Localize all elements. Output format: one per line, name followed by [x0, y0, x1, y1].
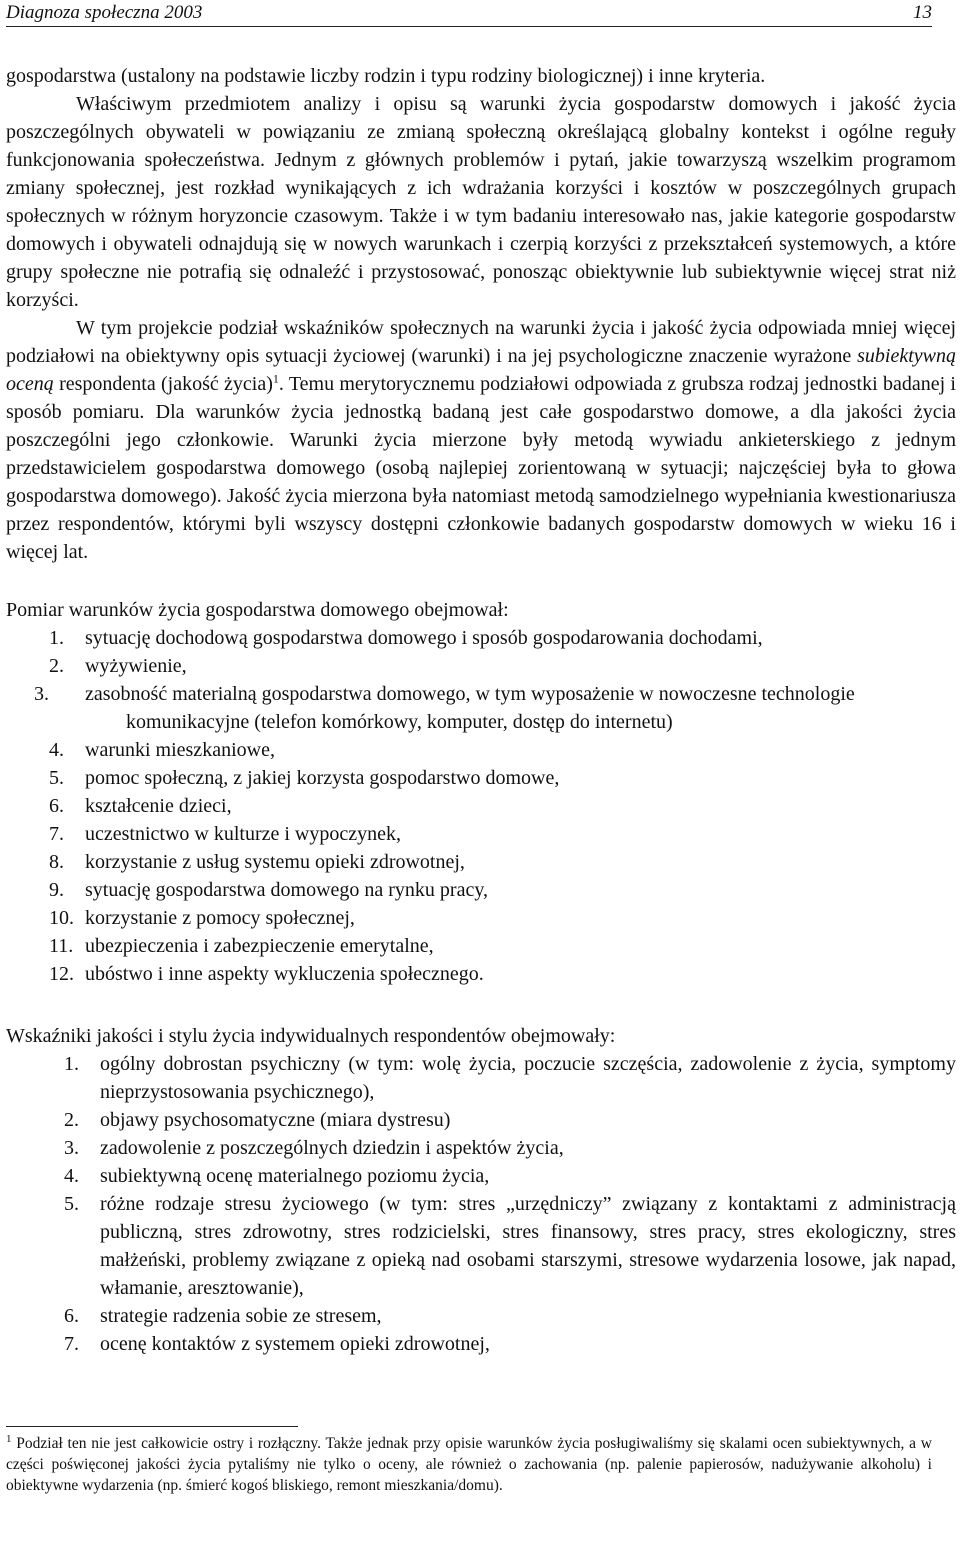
list-item: 3. zasobność materialną gospodarstwa domowego, w tym wyposażenie w nowoczesne technologie komunikacyjne (telefon komórkowy, komputer, dostęp do internetu) [34, 683, 855, 733]
list1-heading: Pomiar warunków życia gospodarstwa domowego obejmował: [6, 599, 509, 621]
italic-phrase: subiektywną oceną [6, 345, 956, 395]
list-item: 8. korzystanie z usług systemu opieki zdrowotnej, [49, 851, 465, 873]
document-body [6, 62, 956, 1358]
spacer [6, 566, 956, 596]
paragraph-indicators-text-3: . Temu merytorycznemu podziałowi odpowiada z grubsza rodzaj jednostki badanej i sposób pomiaru. Dla warunków życia jednostką badaną jest całe gospodarstwo domowe, a dla jakości życia poszczególni jego członkowie. Warunki życia mierzone były metodą wywiadu ankieterskiego z jednym przedstawicielem gospodarstwa domowego (osobą najlepiej zorientowaną w sytuacji; najczęściej była to głowa gospodarstwa domowego). Jakość życia mierzona była natomiast metodą samodzielnego wypełniania kwestionariusza przez respondentów, którymi byli wszyscy dostępni członkowie badanych gospodarstw domowych w wieku 16 i więcej lat. [6, 373, 956, 563]
list-item-text: korzystanie z pomocy społecznej, [85, 907, 355, 929]
list-item-number: 4. [64, 1165, 79, 1187]
list-item-text: ubóstwo i inne aspekty wykluczenia społecznego. [85, 963, 484, 985]
list-item-text: ogólny dobrostan psychiczny (w tym: wolę życia, poczucie szczęścia, zadowolenie z życia, symptomy nieprzystosowania psychicznego), [100, 1053, 956, 1103]
list-item [64, 1302, 956, 1330]
list-item-text: sytuację dochodową gospodarstwa domowego i sposób gospodarowania dochodami, [85, 627, 763, 649]
list-item-number: 6. [64, 1305, 79, 1327]
paragraph-subject: Właściwym przedmiotem analizy i opisu są warunki życia gospodarstw domowych i jakość życia poszczególnych obywateli w powiązaniu ze zmianą społeczną określającą globalny kontekst i ogólne reguły funkcjonowania społeczeństwa. Jednym z głównych problemów i pytań, jakie towarzyszą wszelkim programom zmiany społecznej, jest rozkład wynikających z ich wdrażania korzyści i kosztów w poszczególnych grupach społecznych w różnym horyzoncie czasowym. Także i w tym badaniu interesowało nas, jakie kategorie gospodarstw domowych i obywateli odnajdują się w nowych warunkach i czerpią korzyści z przekształceń systemowych, a które grupy społeczne nie potrafią się odnaleźć i przystosować, ponosząc obiektywnie lub subiektywnie więcej strat niż korzyści. [6, 93, 956, 311]
list-item [64, 1190, 956, 1302]
list-item-number: 1. [64, 1053, 79, 1075]
list-item: 2. wyżywienie, [49, 655, 187, 677]
list-item: 12. ubóstwo i inne aspekty wykluczenia społecznego. [49, 963, 484, 985]
list-item: 10. korzystanie z pomocy społecznej, [49, 907, 355, 929]
list-item-text: korzystanie z usług systemu opieki zdrowotnej, [85, 851, 465, 873]
list-item-number: 2. [64, 1109, 79, 1131]
list-item-number: 7. [64, 1333, 79, 1355]
paragraph-indicators-text-2: respondenta (jakość życia) [53, 373, 273, 395]
paragraph-indicators-text-1: W tym projekcie podział wskaźników społecznych na warunki życia i jakość życia odpowiada mniej więcej podziałowi na obiektywny opis sytuacji życiowej (warunki) i na jej psychologiczne znaczenie wyrażone [6, 317, 956, 367]
paragraph-continued: gospodarstwa (ustalony na podstawie liczby rodzin i typu rodziny biologicznej) i inne kryteria. [6, 65, 766, 87]
list-item: 7. uczestnictwo w kulturze i wypoczynek, [49, 823, 402, 845]
paragraph-indicators [6, 314, 956, 566]
list-item-text: wyżywienie, [85, 655, 187, 677]
footnote-text: Podział ten nie jest całkowicie ostry i rozłączny. Także jednak przy opisie warunków życia posługiwaliśmy się skalami ocen subiektywnych, a w części poświęconej jakości życia pytaliśmy nie tylko o oceny, ale również o zachowania (np. palenie papierosów, nadużywanie alkoholu) i obiektywne wydarzenia (np. śmierć kogoś bliskiego, remont mieszkania/domu). [6, 1435, 932, 1494]
list-item [64, 1162, 956, 1190]
list-item [64, 1330, 956, 1358]
list-item [64, 1134, 956, 1162]
list-item-text: strategie radzenia sobie ze stresem, [100, 1305, 382, 1327]
document-title: Diagnoza społeczna 2003 [6, 2, 203, 23]
list-item-text: objawy psychosomatyczne (miara dystresu) [100, 1109, 451, 1131]
list-item: 9. sytuację gospodarstwa domowego na rynku pracy, [49, 879, 489, 901]
footnote-separator [6, 1426, 298, 1427]
spacer [6, 988, 956, 1022]
list-item: 6. kształcenie dzieci, [49, 795, 232, 817]
list-item-number: 3. [64, 1137, 79, 1159]
list2-heading: Wskaźniki jakości i stylu życia indywidualnych respondentów obejmowały: [6, 1025, 616, 1047]
quality-of-life-list [6, 1050, 956, 1358]
list-item-text: ocenę kontaktów z systemem opieki zdrowotnej, [100, 1333, 490, 1355]
list-item-text: warunki mieszkaniowe, [85, 739, 275, 761]
footnote-reference[interactable]: 1 [272, 371, 279, 386]
list-item: 5. pomoc społeczną, z jakiej korzysta gospodarstwo domowe, [49, 767, 560, 789]
list-item: 1. sytuację dochodową gospodarstwa domowego i sposób gospodarowania dochodami, [49, 627, 763, 649]
list-item-text: zadowolenie z poszczególnych dziedzin i aspektów życia, [100, 1137, 564, 1159]
list-item-text: pomoc społeczną, z jakiej korzysta gospodarstwo domowe, [85, 767, 560, 789]
list-item-text: sytuację gospodarstwa domowego na rynku pracy, [85, 879, 489, 901]
list-item: 4. warunki mieszkaniowe, [49, 739, 275, 761]
list-item-text: subiektywną ocenę materialnego poziomu życia, [100, 1165, 490, 1187]
page-header [6, 2, 932, 27]
list-item-number: 5. [64, 1193, 79, 1215]
list-item [64, 1106, 956, 1134]
list-item-text: uczestnictwo w kulturze i wypoczynek, [85, 823, 402, 845]
footnote [6, 1433, 932, 1496]
living-conditions-list [6, 624, 956, 988]
list-item-text: kształcenie dzieci, [85, 795, 232, 817]
page-number: 13 [913, 2, 932, 23]
list-item: 11. ubezpieczenia i zabezpieczenie emerytalne, [49, 935, 434, 957]
list-item-text: różne rodzaje stresu życiowego (w tym: stres „urzędniczy” związany z kontaktami z administracją publiczną, stres zdrowotny, stres rodzicielski, stres finansowy, stres pracy, stres ekologiczny, stres małżeński, problemy związane z opieką nad osobami starszymi, stresowe wydarzenia losowe, jak napad, włamanie, aresztowanie), [100, 1193, 956, 1299]
footnote-marker: 1 [6, 1432, 12, 1445]
list-item [64, 1050, 956, 1106]
list-item-text: ubezpieczenia i zabezpieczenie emerytalne, [85, 935, 434, 957]
list-item-text: zasobność materialną gospodarstwa domowego, w tym wyposażenie w nowoczesne technologie komunikacyjne (telefon komórkowy, komputer, dostęp do internetu) [85, 683, 855, 733]
